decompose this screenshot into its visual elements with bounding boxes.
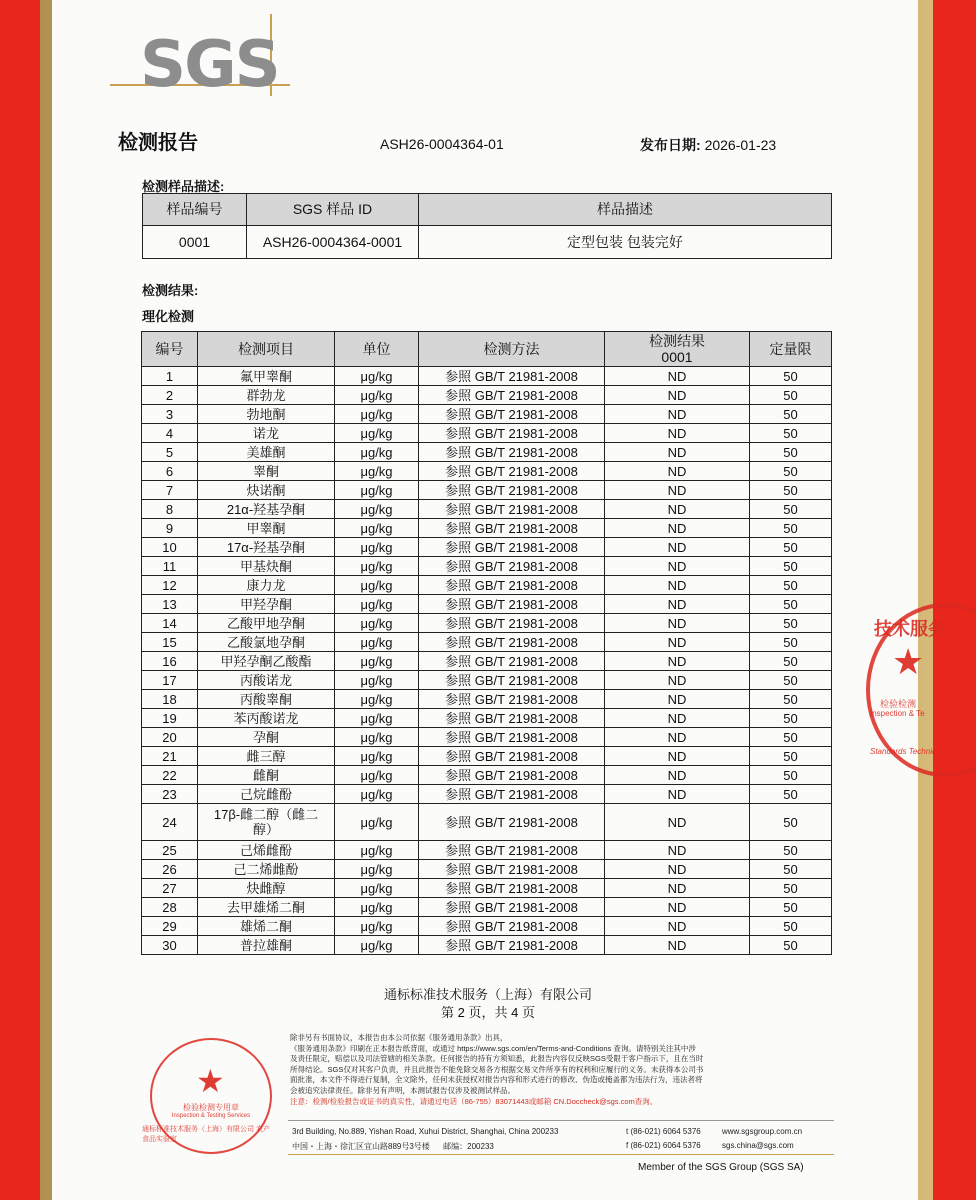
row-method: 参照 GB/T 21981-2008 bbox=[419, 424, 605, 443]
row-item: 雌酮 bbox=[198, 766, 335, 785]
row-unit: μg/kg bbox=[335, 709, 419, 728]
fine-print-3: 及责任限定，赔偿以及司法管辖的相关条款。任何报告的持有方须知悉，此报告内容仅反映SGS受限于客户指示下，且在当时 bbox=[290, 1054, 704, 1064]
row-method: 参照 GB/T 21981-2008 bbox=[419, 633, 605, 652]
member-statement: Member of the SGS Group (SGS SA) bbox=[638, 1162, 804, 1173]
table-row bbox=[142, 841, 832, 860]
row-loq: 50 bbox=[750, 917, 832, 936]
table-row bbox=[142, 386, 832, 405]
issue-date-label: 发布日期: bbox=[640, 137, 701, 153]
row-method: 参照 GB/T 21981-2008 bbox=[419, 367, 605, 386]
table-row bbox=[142, 576, 832, 595]
table-row bbox=[142, 728, 832, 747]
row-result: ND bbox=[605, 557, 750, 576]
row-loq: 50 bbox=[750, 728, 832, 747]
row-item: 丙酸诺龙 bbox=[198, 671, 335, 690]
row-loq: 50 bbox=[750, 614, 832, 633]
table-row bbox=[142, 709, 832, 728]
row-loq: 50 bbox=[750, 841, 832, 860]
row-no: 27 bbox=[142, 879, 198, 898]
row-item: 炔诺酮 bbox=[198, 481, 335, 500]
col-method: 检测方法 bbox=[419, 332, 605, 367]
row-item: 17β-雌二醇（雌二醇） bbox=[198, 804, 335, 841]
row-method: 参照 GB/T 21981-2008 bbox=[419, 747, 605, 766]
row-result: ND bbox=[605, 405, 750, 424]
terms-fine-print bbox=[290, 1033, 835, 1107]
row-unit: μg/kg bbox=[335, 481, 419, 500]
row-unit: μg/kg bbox=[335, 898, 419, 917]
footer-divider bbox=[288, 1120, 834, 1121]
row-method: 参照 GB/T 21981-2008 bbox=[419, 785, 605, 804]
row-loq: 50 bbox=[750, 633, 832, 652]
row-loq: 50 bbox=[750, 785, 832, 804]
table-row bbox=[142, 879, 832, 898]
row-item: 群勃龙 bbox=[198, 386, 335, 405]
col-result-label: 检测结果 bbox=[649, 333, 705, 349]
row-loq: 50 bbox=[750, 879, 832, 898]
row-method: 参照 GB/T 21981-2008 bbox=[419, 879, 605, 898]
row-item: 己烷雌酚 bbox=[198, 785, 335, 804]
row-unit: μg/kg bbox=[335, 841, 419, 860]
row-no: 25 bbox=[142, 841, 198, 860]
row-method: 参照 GB/T 21981-2008 bbox=[419, 728, 605, 747]
table-row bbox=[142, 614, 832, 633]
row-unit: μg/kg bbox=[335, 500, 419, 519]
row-item: 甲基炔酮 bbox=[198, 557, 335, 576]
row-no: 10 bbox=[142, 538, 198, 557]
row-item: 苯丙酸诺龙 bbox=[198, 709, 335, 728]
row-method: 参照 GB/T 21981-2008 bbox=[419, 917, 605, 936]
row-no: 23 bbox=[142, 785, 198, 804]
fine-print-6: 会被追究法律责任。除非另有声明，本测试报告仅涉及被测试样品。 bbox=[290, 1085, 515, 1095]
row-unit: μg/kg bbox=[335, 690, 419, 709]
row-result: ND bbox=[605, 443, 750, 462]
row-no: 9 bbox=[142, 519, 198, 538]
row-method: 参照 GB/T 21981-2008 bbox=[419, 386, 605, 405]
row-no: 21 bbox=[142, 747, 198, 766]
col-no: 编号 bbox=[142, 332, 198, 367]
row-unit: μg/kg bbox=[335, 671, 419, 690]
row-unit: μg/kg bbox=[335, 386, 419, 405]
table-row bbox=[142, 747, 832, 766]
row-no: 5 bbox=[142, 443, 198, 462]
row-method: 参照 GB/T 21981-2008 bbox=[419, 405, 605, 424]
row-item: 睾酮 bbox=[198, 462, 335, 481]
side-stamp-label-2: Standards Technical bbox=[870, 747, 943, 756]
row-item: 诺龙 bbox=[198, 424, 335, 443]
row-result: ND bbox=[605, 424, 750, 443]
row-loq: 50 bbox=[750, 860, 832, 879]
row-result: ND bbox=[605, 804, 750, 841]
row-unit: μg/kg bbox=[335, 424, 419, 443]
row-unit: μg/kg bbox=[335, 557, 419, 576]
sample-description: 定型包装 包装完好 bbox=[419, 226, 832, 259]
row-unit: μg/kg bbox=[335, 538, 419, 557]
row-loq: 50 bbox=[750, 747, 832, 766]
row-no: 13 bbox=[142, 595, 198, 614]
row-loq: 50 bbox=[750, 652, 832, 671]
table-row bbox=[142, 405, 832, 424]
row-item: 乙酸氯地孕酮 bbox=[198, 633, 335, 652]
table-row bbox=[142, 766, 832, 785]
row-no: 28 bbox=[142, 898, 198, 917]
row-no: 2 bbox=[142, 386, 198, 405]
row-loq: 50 bbox=[750, 690, 832, 709]
sgs-sample-id: ASH26-0004364-0001 bbox=[247, 226, 419, 259]
results-subsection-label: 理化检测 bbox=[142, 309, 195, 324]
row-result: ND bbox=[605, 576, 750, 595]
row-unit: μg/kg bbox=[335, 860, 419, 879]
row-loq: 50 bbox=[750, 766, 832, 785]
row-loq: 50 bbox=[750, 462, 832, 481]
table-row bbox=[142, 690, 832, 709]
row-loq: 50 bbox=[750, 804, 832, 841]
row-method: 参照 GB/T 21981-2008 bbox=[419, 614, 605, 633]
fax: f (86-021) 6064 5376 bbox=[626, 1141, 701, 1150]
row-no: 1 bbox=[142, 367, 198, 386]
table-row bbox=[142, 804, 832, 841]
row-unit: μg/kg bbox=[335, 614, 419, 633]
row-result: ND bbox=[605, 879, 750, 898]
row-item: 甲羟孕酮乙酸酯 bbox=[198, 652, 335, 671]
row-method: 参照 GB/T 21981-2008 bbox=[419, 481, 605, 500]
email: sgs.china@sgs.com bbox=[722, 1141, 794, 1150]
results-table-header bbox=[142, 332, 832, 367]
row-item: 普拉雄酮 bbox=[198, 936, 335, 955]
row-result: ND bbox=[605, 917, 750, 936]
row-method: 参照 GB/T 21981-2008 bbox=[419, 557, 605, 576]
row-item: 炔雌醇 bbox=[198, 879, 335, 898]
table-row bbox=[142, 898, 832, 917]
postcode: 200233 bbox=[467, 1142, 494, 1151]
row-unit: μg/kg bbox=[335, 443, 419, 462]
row-loq: 50 bbox=[750, 519, 832, 538]
col-item: 检测项目 bbox=[198, 332, 335, 367]
postcode-label: 邮编： bbox=[443, 1142, 468, 1151]
row-item: 17α-羟基孕酮 bbox=[198, 538, 335, 557]
row-result: ND bbox=[605, 462, 750, 481]
row-result: ND bbox=[605, 785, 750, 804]
results-section-label: 检测结果: bbox=[142, 283, 199, 298]
table-row bbox=[142, 462, 832, 481]
row-item: 21α-羟基孕酮 bbox=[198, 500, 335, 519]
row-item: 氟甲睾酮 bbox=[198, 367, 335, 386]
row-method: 参照 GB/T 21981-2008 bbox=[419, 595, 605, 614]
report-number: ASH26-0004364-01 bbox=[380, 136, 504, 152]
row-loq: 50 bbox=[750, 936, 832, 955]
row-method: 参照 GB/T 21981-2008 bbox=[419, 898, 605, 917]
row-unit: μg/kg bbox=[335, 576, 419, 595]
col-loq: 定量限 bbox=[750, 332, 832, 367]
row-loq: 50 bbox=[750, 386, 832, 405]
row-no: 6 bbox=[142, 462, 198, 481]
row-no: 17 bbox=[142, 671, 198, 690]
row-item: 甲羟孕酮 bbox=[198, 595, 335, 614]
row-loq: 50 bbox=[750, 443, 832, 462]
row-unit: μg/kg bbox=[335, 462, 419, 481]
table-row bbox=[142, 367, 832, 386]
col-result bbox=[605, 332, 750, 367]
table-row bbox=[142, 633, 832, 652]
footer-rule bbox=[288, 1154, 834, 1155]
row-loq: 50 bbox=[750, 595, 832, 614]
row-unit: μg/kg bbox=[335, 785, 419, 804]
row-loq: 50 bbox=[750, 898, 832, 917]
col-result-sample: 0001 bbox=[661, 349, 693, 365]
row-result: ND bbox=[605, 633, 750, 652]
side-stamp-title: 技术服务 bbox=[874, 619, 946, 639]
row-no: 14 bbox=[142, 614, 198, 633]
row-unit: μg/kg bbox=[335, 519, 419, 538]
fine-print-4: 所得结论。SGS仅对其客户负责，并且此报告不能免除交易各方根据交易文件所享有的权利和应履行的义务。未获得本公司书 bbox=[290, 1064, 704, 1074]
row-unit: μg/kg bbox=[335, 728, 419, 747]
row-result: ND bbox=[605, 936, 750, 955]
row-item: 雌三醇 bbox=[198, 747, 335, 766]
side-stamp bbox=[866, 603, 976, 777]
row-no: 16 bbox=[142, 652, 198, 671]
col-sample-no: 样品编号 bbox=[143, 194, 247, 226]
row-result: ND bbox=[605, 595, 750, 614]
table-row bbox=[142, 652, 832, 671]
row-item: 勃地酮 bbox=[198, 405, 335, 424]
row-method: 参照 GB/T 21981-2008 bbox=[419, 766, 605, 785]
row-method: 参照 GB/T 21981-2008 bbox=[419, 462, 605, 481]
phone: t (86-021) 6064 5376 bbox=[626, 1127, 701, 1136]
row-no: 19 bbox=[142, 709, 198, 728]
sample-section-label: 检测样品描述: bbox=[142, 179, 225, 194]
sample-row bbox=[143, 226, 832, 259]
row-unit: μg/kg bbox=[335, 766, 419, 785]
table-row bbox=[142, 424, 832, 443]
row-item: 康力龙 bbox=[198, 576, 335, 595]
row-result: ND bbox=[605, 481, 750, 500]
col-description: 样品描述 bbox=[419, 194, 832, 226]
row-no: 30 bbox=[142, 936, 198, 955]
row-method: 参照 GB/T 21981-2008 bbox=[419, 538, 605, 557]
row-item: 丙酸睾酮 bbox=[198, 690, 335, 709]
row-no: 22 bbox=[142, 766, 198, 785]
side-stamp-label-en: Inspection & Te bbox=[870, 709, 925, 718]
table-row bbox=[142, 481, 832, 500]
row-method: 参照 GB/T 21981-2008 bbox=[419, 690, 605, 709]
row-result: ND bbox=[605, 841, 750, 860]
table-row bbox=[142, 538, 832, 557]
row-unit: μg/kg bbox=[335, 804, 419, 841]
row-result: ND bbox=[605, 747, 750, 766]
row-no: 4 bbox=[142, 424, 198, 443]
issue-date-value: 2026-01-23 bbox=[704, 137, 777, 153]
row-loq: 50 bbox=[750, 481, 832, 500]
issue-date bbox=[640, 135, 776, 155]
results-body bbox=[142, 367, 832, 955]
row-method: 参照 GB/T 21981-2008 bbox=[419, 443, 605, 462]
col-unit: 单位 bbox=[335, 332, 419, 367]
stamp-label: 检验检测专用章 bbox=[183, 1103, 239, 1112]
row-method: 参照 GB/T 21981-2008 bbox=[419, 500, 605, 519]
row-loq: 50 bbox=[750, 557, 832, 576]
row-loq: 50 bbox=[750, 538, 832, 557]
row-method: 参照 GB/T 21981-2008 bbox=[419, 860, 605, 879]
address-cn-text: 中国・上海・徐汇区宜山路889号3号楼 bbox=[292, 1142, 430, 1151]
row-loq: 50 bbox=[750, 671, 832, 690]
row-result: ND bbox=[605, 709, 750, 728]
table-row bbox=[142, 557, 832, 576]
row-result: ND bbox=[605, 386, 750, 405]
row-no: 18 bbox=[142, 690, 198, 709]
address-cn bbox=[292, 1141, 494, 1152]
row-method: 参照 GB/T 21981-2008 bbox=[419, 709, 605, 728]
row-no: 15 bbox=[142, 633, 198, 652]
row-method: 参照 GB/T 21981-2008 bbox=[419, 652, 605, 671]
row-item: 美雄酮 bbox=[198, 443, 335, 462]
row-no: 24 bbox=[142, 804, 198, 841]
row-item: 雄烯二酮 bbox=[198, 917, 335, 936]
row-unit: μg/kg bbox=[335, 747, 419, 766]
row-item: 己二烯雌酚 bbox=[198, 860, 335, 879]
row-result: ND bbox=[605, 500, 750, 519]
sample-no: 0001 bbox=[143, 226, 247, 259]
row-no: 11 bbox=[142, 557, 198, 576]
row-loq: 50 bbox=[750, 405, 832, 424]
row-method: 参照 GB/T 21981-2008 bbox=[419, 519, 605, 538]
row-unit: μg/kg bbox=[335, 405, 419, 424]
row-unit: μg/kg bbox=[335, 633, 419, 652]
row-result: ND bbox=[605, 898, 750, 917]
stamp-note: 通标标准技术服务（上海）有限公司 农产食品实验室 bbox=[142, 1126, 270, 1143]
table-row bbox=[142, 936, 832, 955]
row-loq: 50 bbox=[750, 709, 832, 728]
row-item: 孕酮 bbox=[198, 728, 335, 747]
row-result: ND bbox=[605, 690, 750, 709]
table-row bbox=[142, 860, 832, 879]
address-en: 3rd Building, No.889, Yishan Road, Xuhui District, Shanghai, China 200233 bbox=[292, 1127, 559, 1136]
row-result: ND bbox=[605, 652, 750, 671]
row-no: 7 bbox=[142, 481, 198, 500]
row-loq: 50 bbox=[750, 500, 832, 519]
row-result: ND bbox=[605, 538, 750, 557]
side-stamp-label: 检验检测 bbox=[880, 699, 917, 709]
fine-print-1: 除非另有书面协议，本报告由本公司依据《服务通用条款》出具， bbox=[290, 1033, 508, 1042]
table-row bbox=[142, 917, 832, 936]
side-stamp-star-icon: ★ bbox=[892, 641, 925, 682]
sample-table-header bbox=[143, 194, 832, 226]
stamp-label-en: Inspection & Testing Services bbox=[171, 1113, 251, 1119]
row-item: 甲睾酮 bbox=[198, 519, 335, 538]
row-result: ND bbox=[605, 614, 750, 633]
row-no: 8 bbox=[142, 500, 198, 519]
table-row bbox=[142, 519, 832, 538]
row-unit: μg/kg bbox=[335, 595, 419, 614]
row-method: 参照 GB/T 21981-2008 bbox=[419, 671, 605, 690]
row-method: 参照 GB/T 21981-2008 bbox=[419, 841, 605, 860]
row-result: ND bbox=[605, 728, 750, 747]
row-item: 己烯雌酚 bbox=[198, 841, 335, 860]
logo-text: SGS bbox=[140, 28, 279, 102]
row-no: 3 bbox=[142, 405, 198, 424]
fine-print-5: 面批准，本文件不得进行复制，全文除外，任何未获授权对报告内容和形式进行的修改、伪造或掩盖都为违法行为，违法者将 bbox=[290, 1075, 703, 1085]
row-unit: μg/kg bbox=[335, 367, 419, 386]
stamp-star-icon: ★ bbox=[196, 1063, 225, 1099]
row-method: 参照 GB/T 21981-2008 bbox=[419, 804, 605, 841]
row-result: ND bbox=[605, 367, 750, 386]
results-table bbox=[141, 331, 832, 955]
table-row bbox=[142, 595, 832, 614]
col-sgs-id: SGS 样品 ID bbox=[247, 194, 419, 226]
row-item: 乙酸甲地孕酮 bbox=[198, 614, 335, 633]
row-no: 12 bbox=[142, 576, 198, 595]
website: www.sgsgroup.com.cn bbox=[722, 1127, 803, 1136]
row-result: ND bbox=[605, 860, 750, 879]
table-row bbox=[142, 500, 832, 519]
table-row bbox=[142, 785, 832, 804]
sgs-logo bbox=[110, 14, 290, 102]
table-row bbox=[142, 671, 832, 690]
row-loq: 50 bbox=[750, 367, 832, 386]
row-result: ND bbox=[605, 766, 750, 785]
row-no: 26 bbox=[142, 860, 198, 879]
fine-print-2: 《服务通用条款》印刷在正本报告纸背面，或通过 https://www.sgs.com/en/Terms-and-Conditions 查询。请特别关注其中涉 bbox=[290, 1043, 696, 1053]
company-name: 通标标准技术服务（上海）有限公司 bbox=[383, 987, 592, 1002]
report-title: 检测报告 bbox=[118, 132, 198, 154]
row-unit: μg/kg bbox=[335, 936, 419, 955]
row-method: 参照 GB/T 21981-2008 bbox=[419, 936, 605, 955]
row-result: ND bbox=[605, 671, 750, 690]
row-loq: 50 bbox=[750, 576, 832, 595]
row-no: 20 bbox=[142, 728, 198, 747]
row-unit: μg/kg bbox=[335, 879, 419, 898]
row-method: 参照 GB/T 21981-2008 bbox=[419, 576, 605, 595]
row-item: 去甲雄烯二酮 bbox=[198, 898, 335, 917]
row-loq: 50 bbox=[750, 424, 832, 443]
fine-print-7: 注意：检测/检验报告或证书的真实性，请通过电话（86-755）83071443或邮箱 CN.Doccheck@sgs.com查询。 bbox=[290, 1096, 658, 1106]
table-row bbox=[142, 443, 832, 462]
page-indicator: 第 2 页，共 4 页 bbox=[441, 1005, 535, 1020]
row-unit: μg/kg bbox=[335, 652, 419, 671]
sample-table bbox=[142, 193, 832, 259]
row-unit: μg/kg bbox=[335, 917, 419, 936]
row-no: 29 bbox=[142, 917, 198, 936]
row-result: ND bbox=[605, 519, 750, 538]
